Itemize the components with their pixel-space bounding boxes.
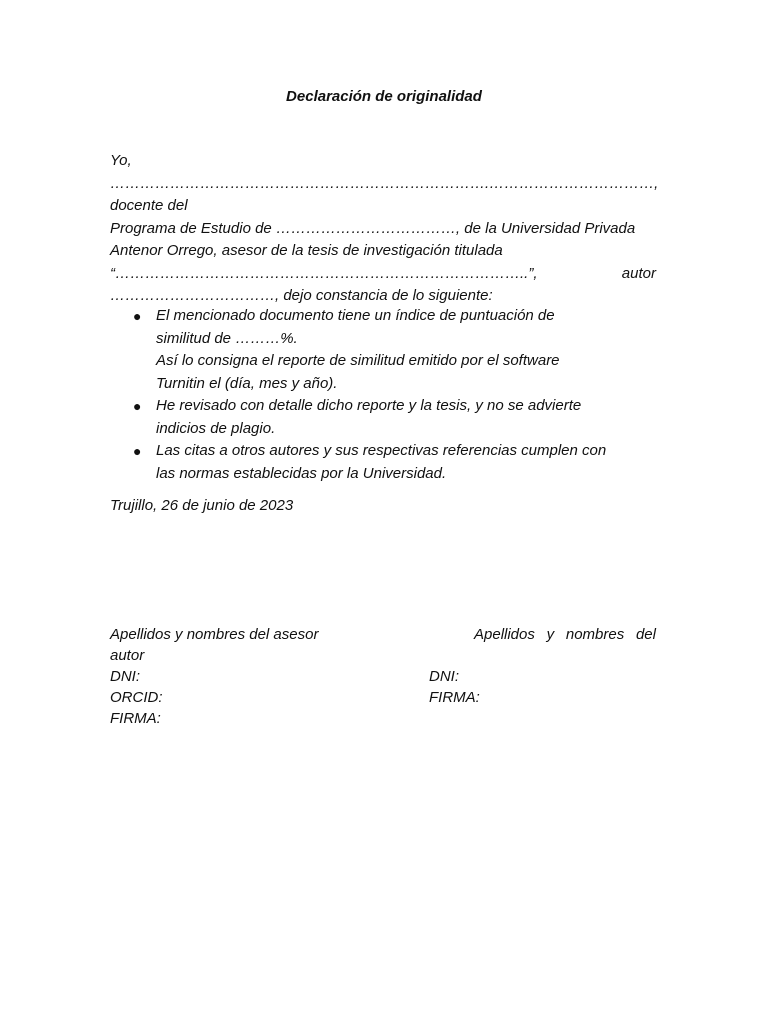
author-signature-label: FIRMA: bbox=[429, 689, 480, 706]
author-label: autor bbox=[621, 264, 656, 282]
author-label-continuation: autor bbox=[110, 647, 145, 664]
list-item-line: similitud de ………%. bbox=[156, 329, 298, 347]
list-item-line: He revisado con detalle dicho reporte y la tesis, y no se advierte bbox=[156, 397, 582, 414]
bullet-icon: ● bbox=[133, 443, 142, 459]
author-name-label: Apellidos y nombres del bbox=[474, 626, 656, 643]
signature-block-advisor bbox=[110, 624, 410, 729]
list-item-line: las normas establecidas por la Universidad. bbox=[156, 464, 447, 482]
author-dni-label: DNI: bbox=[429, 668, 459, 685]
intro-line: Programa de Estudio de ………………………………, de la Universidad Privada bbox=[110, 219, 636, 237]
intro-line: Yo, ………………………………………………………………….……………………………, docente del bbox=[110, 152, 659, 214]
list-item-line: El mencionado documento tiene un índice de puntuación de bbox=[156, 307, 555, 324]
signature-block-author bbox=[429, 666, 659, 708]
place-and-date: Trujillo, 26 de junio de 2023 bbox=[110, 497, 294, 514]
advisor-signature-label: FIRMA: bbox=[110, 710, 161, 727]
intro-paragraph bbox=[110, 150, 659, 308]
intro-line-split bbox=[110, 263, 656, 286]
advisor-name-label: Apellidos y nombres del asesor bbox=[110, 626, 319, 643]
bullet-icon: ● bbox=[133, 398, 142, 414]
advisor-dni-label: DNI: bbox=[110, 668, 140, 685]
document-title: Declaración de originalidad bbox=[286, 88, 482, 105]
list-item bbox=[110, 305, 656, 395]
thesis-title-placeholder: “………………………………………………………………………..”, bbox=[110, 264, 538, 282]
list-item-line: Las citas a otros autores y sus respectivas referencias cumplen con bbox=[156, 442, 607, 459]
list-item-line: indicios de plagio. bbox=[156, 419, 276, 437]
list-item bbox=[110, 440, 656, 485]
intro-line: ……………………………, dejo constancia de lo siguiente: bbox=[110, 287, 493, 304]
declaration-list bbox=[110, 305, 656, 485]
list-item bbox=[110, 395, 656, 440]
list-item-line: Turnitin el (día, mes y año). bbox=[156, 374, 338, 392]
advisor-orcid-label: ORCID: bbox=[110, 689, 163, 706]
list-item-line: Así lo consigna el reporte de similitud emitido por el software bbox=[156, 352, 560, 369]
intro-line: Antenor Orrego, asesor de la tesis de investigación titulada bbox=[110, 242, 503, 259]
bullet-icon: ● bbox=[133, 308, 142, 324]
